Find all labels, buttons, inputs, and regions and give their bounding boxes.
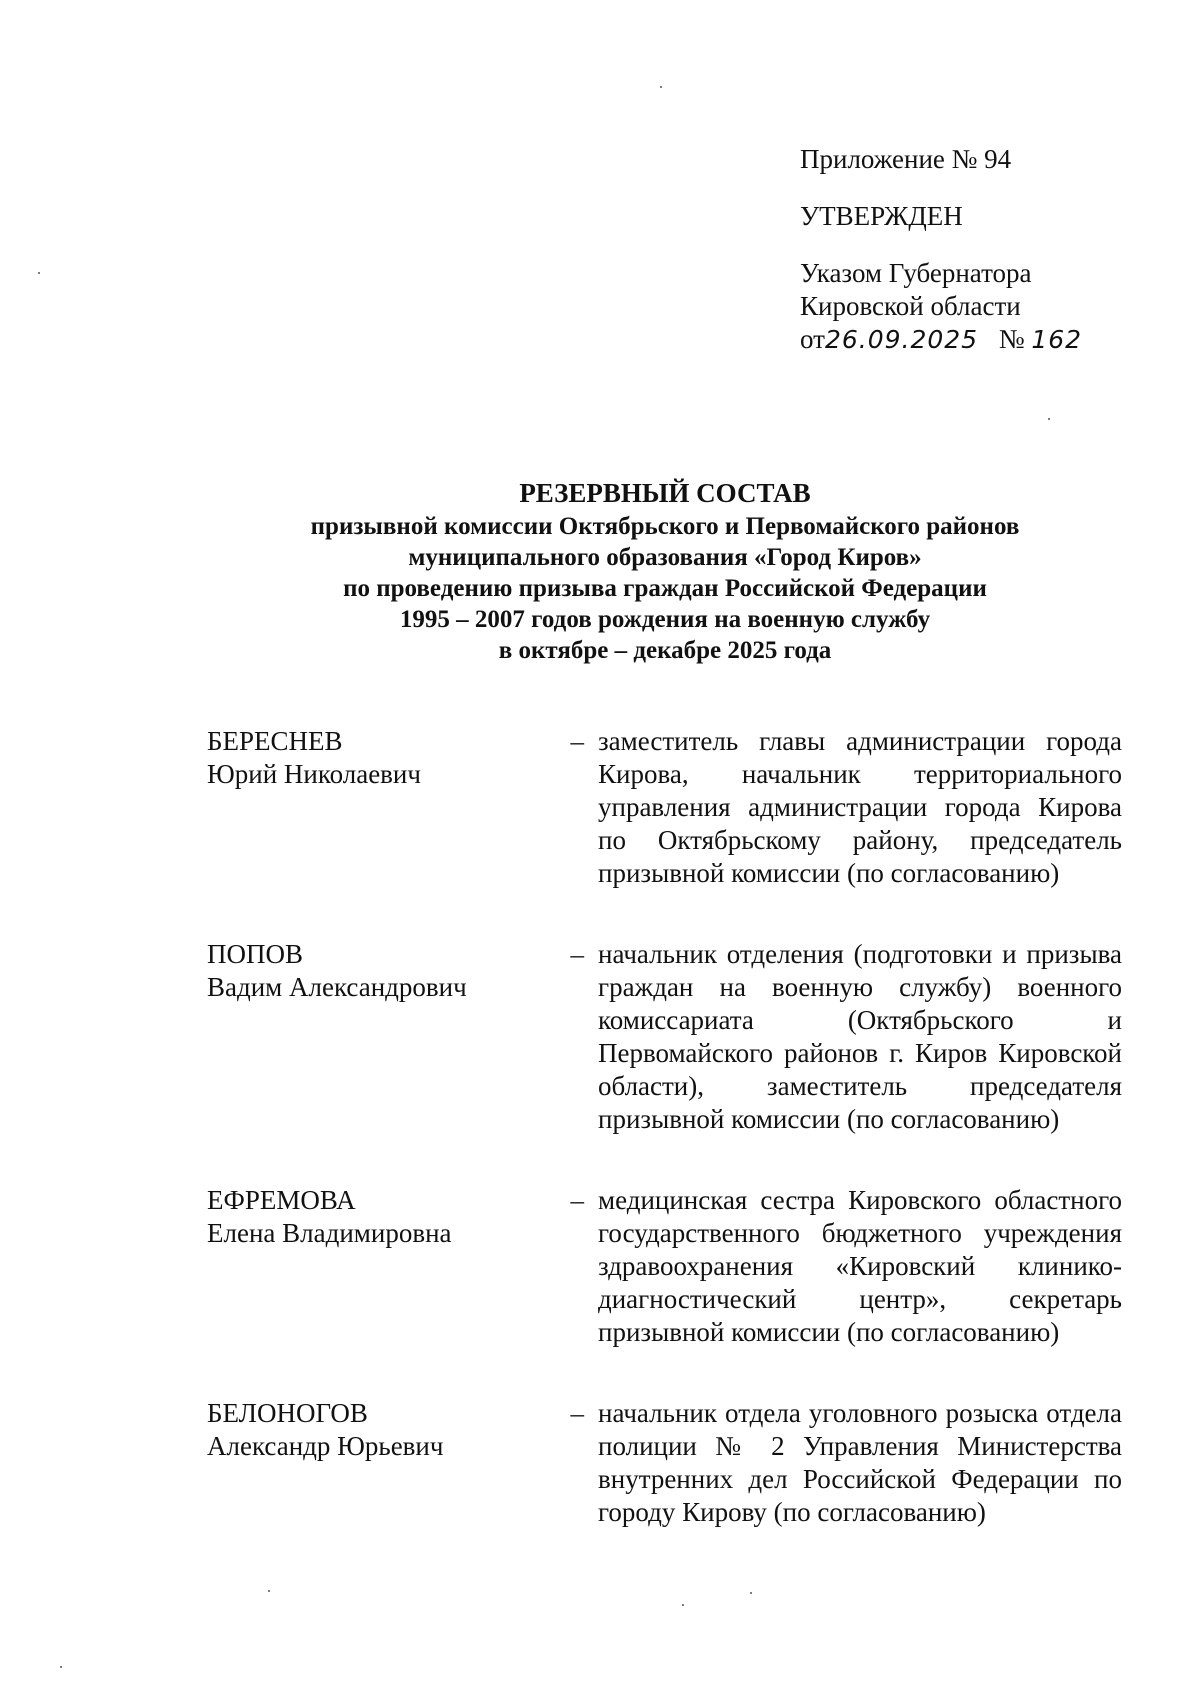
member-given-name: Елена Владимировна xyxy=(207,1218,452,1248)
member-name xyxy=(207,1397,552,1529)
member-dash: – xyxy=(570,1185,584,1215)
member-name xyxy=(207,725,552,890)
scan-speck xyxy=(660,86,662,88)
scan-speck xyxy=(682,1604,684,1606)
member-entry xyxy=(207,1184,1122,1349)
member-surname: БЕЛОНОГОВ xyxy=(207,1398,368,1428)
member-given-name: Юрий Николаевич xyxy=(207,759,421,789)
member-surname: ЕФРЕМОВА xyxy=(207,1185,356,1215)
member-dash: – xyxy=(570,1398,584,1428)
member-entry xyxy=(207,725,1122,890)
member-dash: – xyxy=(570,726,584,756)
scan-speck xyxy=(268,1590,270,1592)
member-role: начальник отделения (подготовки и призыва граждан на военную службу) военного комиссариата (Октябрьского и Первомайского районов г. Киров Кировской области), заместитель председателя призывной комиссии (по согласованию) xyxy=(598,939,1122,1134)
decree-date-line xyxy=(800,323,1180,356)
scan-speck xyxy=(1048,418,1050,420)
scan-speck xyxy=(60,1666,62,1668)
decree-reference xyxy=(800,257,1180,356)
number-prefix: № xyxy=(998,324,1025,354)
handwritten-number: 162 xyxy=(1031,325,1083,354)
title-line-5: в октябре – декабре 2025 года xyxy=(498,637,832,664)
scan-speck xyxy=(750,1592,752,1594)
member-role: начальник отдела уголовного розыска отдела полиции № 2 Управления Министерства внутренних дел Российской Федерации по городу Кирову (по согласованию) xyxy=(598,1398,1122,1527)
scan-speck xyxy=(38,272,40,274)
member-role: заместитель главы администрации города Кирова, начальник территориального управления администрации города Кирова по Октябрьскому району, председатель призывной комиссии (по согласованию) xyxy=(598,726,1122,888)
document-title xyxy=(150,478,1180,666)
handwritten-date: 26.09.2025 xyxy=(824,325,979,354)
title-main: РЕЗЕРВНЫЙ СОСТАВ xyxy=(519,478,811,508)
member-given-name: Александр Юрьевич xyxy=(207,1431,444,1461)
member-entry xyxy=(207,938,1122,1136)
title-line-1: призывной комиссии Октябрьского и Первомайского районов xyxy=(310,513,1020,540)
member-surname: БЕРЕСНЕВ xyxy=(207,726,343,756)
approval-block xyxy=(800,143,1180,356)
annex-number: Приложение № 94 xyxy=(800,144,1012,174)
members-list xyxy=(207,725,1122,1529)
member-name xyxy=(207,1184,552,1349)
date-prefix: от xyxy=(800,324,825,354)
approved-label: УТВЕРЖДЕН xyxy=(800,201,963,231)
title-line-3: по проведению призыва граждан Российской Федерации xyxy=(343,575,987,602)
member-given-name: Вадим Александрович xyxy=(207,972,467,1002)
title-line-4: 1995 – 2007 годов рождения на военную службу xyxy=(399,606,931,633)
member-entry xyxy=(207,1397,1122,1529)
member-name xyxy=(207,938,552,1136)
member-surname: ПОПОВ xyxy=(207,939,304,969)
title-line-2: муниципального образования «Город Киров» xyxy=(408,544,922,571)
member-role: медицинская сестра Кировского областного государственного бюджетного учреждения здравоохранения «Кировский клинико-диагностический центр», секретарь призывной комиссии (по согласованию) xyxy=(598,1185,1122,1347)
member-dash: – xyxy=(570,939,584,969)
decree-line-2: Кировской области xyxy=(800,291,1021,321)
decree-line-1: Указом Губернатора xyxy=(800,258,1032,288)
